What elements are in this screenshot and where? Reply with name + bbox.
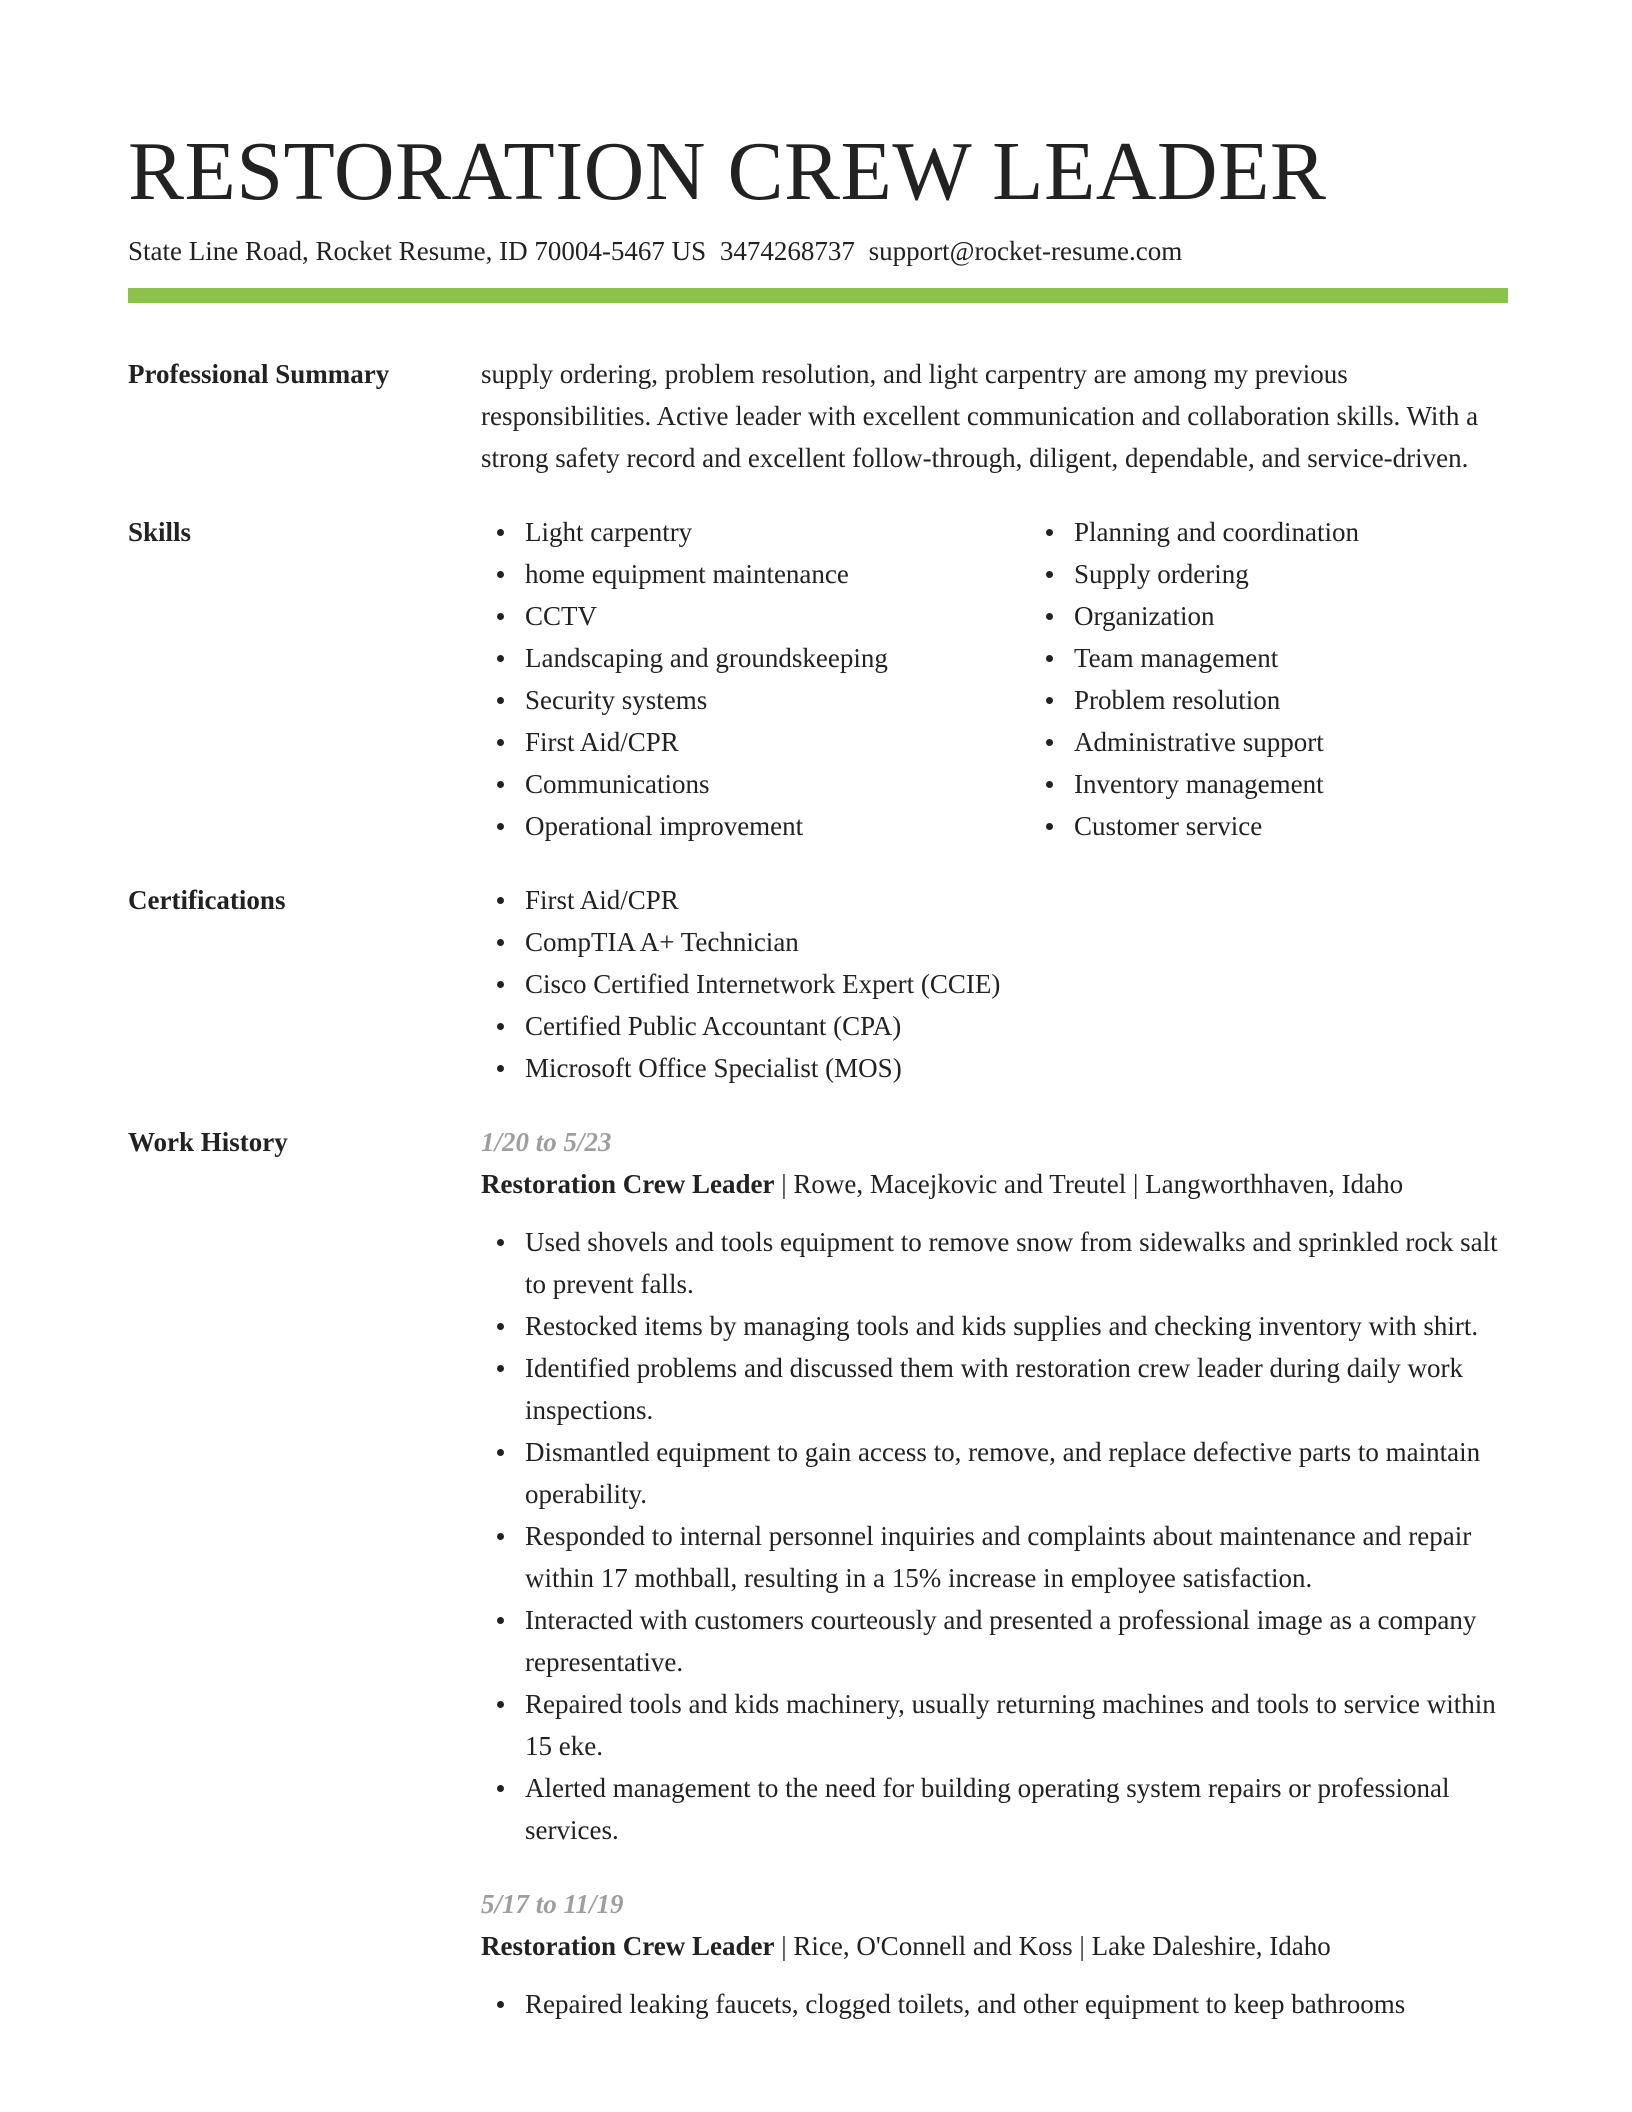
work-history-body	[481, 1121, 1508, 2025]
contact-email[interactable]: support@rocket-resume.com	[868, 236, 1183, 266]
skills-section	[128, 511, 1508, 847]
skill-item: Problem resolution	[1074, 679, 1579, 721]
responsibility-item: Interacted with customers courteously and presented a professional image as a company representative.	[525, 1599, 1508, 1683]
responsibility-item: Used shovels and tools equipment to remove snow from sidewalks and sprinkled rock salt to prevent falls.	[525, 1221, 1508, 1305]
contact-address: State Line Road, Rocket Resume, ID 70004-5467 US	[128, 236, 707, 266]
skill-item: Operational improvement	[525, 805, 1030, 847]
skill-item: Landscaping and groundskeeping	[525, 637, 1030, 679]
job-employer-location: | Rowe, Macejkovic and Treutel | Langworthhaven, Idaho	[774, 1169, 1404, 1199]
job-responsibilities	[481, 1983, 1508, 2025]
responsibility-item: Alerted management to the need for building operating system repairs or professional services.	[525, 1767, 1508, 1851]
certifications-heading: Certifications	[128, 885, 286, 915]
contact-phone: 3474268737	[719, 236, 855, 266]
skill-item: First Aid/CPR	[525, 721, 1030, 763]
skills-list-right	[1030, 511, 1579, 847]
certification-item: CompTIA A+ Technician	[525, 921, 1508, 963]
responsibility-item: Identified problems and discussed them with restoration crew leader during daily work inspections.	[525, 1347, 1508, 1431]
certifications-list	[481, 879, 1508, 1089]
job-entry	[481, 1121, 1508, 1851]
job-title: Restoration Crew Leader	[481, 1931, 775, 1961]
job-dates: 5/17 to 11/19	[481, 1889, 624, 1919]
skill-item: home equipment maintenance	[525, 553, 1030, 595]
skill-item: Light carpentry	[525, 511, 1030, 553]
responsibility-item: Restocked items by managing tools and kids supplies and checking inventory with shirt.	[525, 1305, 1508, 1347]
certification-item: Microsoft Office Specialist (MOS)	[525, 1047, 1508, 1089]
certification-item: First Aid/CPR	[525, 879, 1508, 921]
skill-item: Security systems	[525, 679, 1030, 721]
job-header	[481, 1925, 1508, 1967]
summary-heading: Professional Summary	[128, 359, 390, 389]
certifications-body	[481, 879, 1508, 1089]
job-entry	[481, 1883, 1508, 2025]
certification-item: Certified Public Accountant (CPA)	[525, 1005, 1508, 1047]
responsibility-item: Repaired tools and kids machinery, usually returning machines and tools to service within 15 eke.	[525, 1683, 1508, 1767]
resume-page	[128, 0, 1508, 2025]
skill-item: Administrative support	[1074, 721, 1579, 763]
certifications-section	[128, 879, 1508, 1089]
summary-section	[128, 353, 1508, 479]
skill-item: Planning and coordination	[1074, 511, 1579, 553]
header-divider	[128, 288, 1508, 303]
skill-item: Inventory management	[1074, 763, 1579, 805]
skill-item: Organization	[1074, 595, 1579, 637]
contact-line	[128, 234, 1508, 268]
skills-list-left	[481, 511, 1030, 847]
responsibility-item: Responded to internal personnel inquiries and complaints about maintenance and repair within 17 mothball, resulting in a 15% increase in employee satisfaction.	[525, 1515, 1508, 1599]
certification-item: Cisco Certified Internetwork Expert (CCIE)	[525, 963, 1508, 1005]
skill-item: Communications	[525, 763, 1030, 805]
job-header	[481, 1163, 1508, 1205]
summary-text: supply ordering, problem resolution, and light carpentry are among my previous responsibilities. Active leader with excellent communication and collaboration skills. With a strong safety record and excellent follow-through, diligent, dependable, and service-driven.	[481, 359, 1479, 473]
skill-item: Team management	[1074, 637, 1579, 679]
skills-grid	[481, 511, 1579, 847]
job-dates: 1/20 to 5/23	[481, 1127, 612, 1157]
responsibility-item: Dismantled equipment to gain access to, remove, and replace defective parts to maintain operability.	[525, 1431, 1508, 1515]
job-employer-location: | Rice, O'Connell and Koss | Lake Daleshire, Idaho	[774, 1931, 1331, 1961]
skills-heading: Skills	[128, 517, 192, 547]
skill-item: CCTV	[525, 595, 1030, 637]
job-responsibilities	[481, 1221, 1508, 1851]
resume-name: RESTORATION CREW LEADER	[128, 125, 1327, 218]
skill-item: Supply ordering	[1074, 553, 1579, 595]
job-title: Restoration Crew Leader	[481, 1169, 775, 1199]
work-history-heading: Work History	[128, 1127, 288, 1157]
work-history-section	[128, 1121, 1508, 2025]
responsibility-item: Repaired leaking faucets, clogged toilets, and other equipment to keep bathrooms	[525, 1983, 1508, 2025]
skill-item: Customer service	[1074, 805, 1579, 847]
